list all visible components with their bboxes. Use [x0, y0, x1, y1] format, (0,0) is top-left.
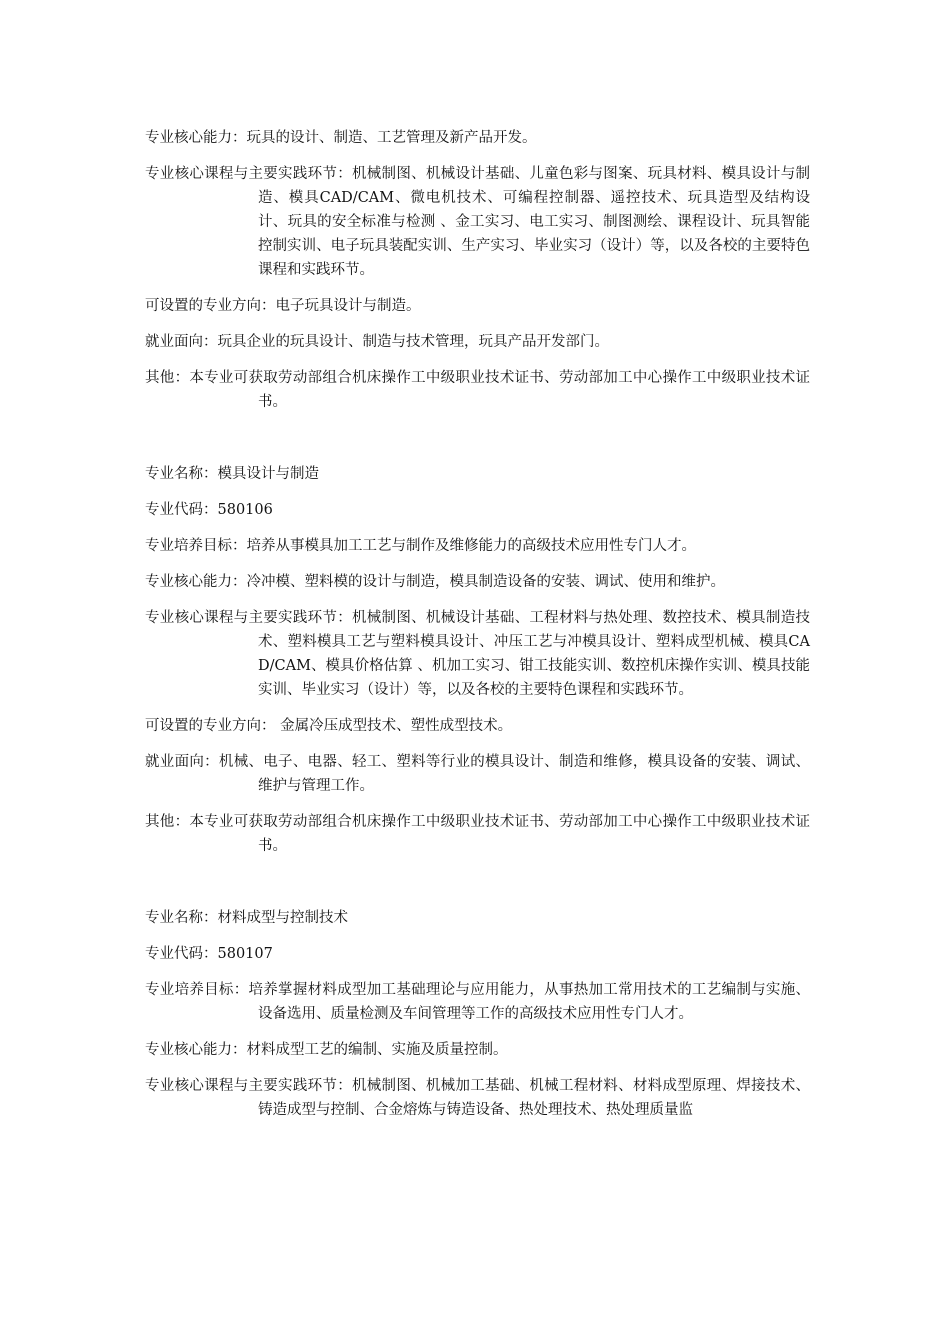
section-gap [145, 870, 810, 906]
major-code: 专业代码：580106 [145, 502, 273, 518]
training-goal: 专业培养目标：培养掌握材料成型加工基础理论与应用能力，从事热加工常用技术的工艺编制与实施、设备选用、质量检测及车间管理等工作的高级技术应用性专门人才。 [145, 982, 810, 1022]
core-ability: 专业核心能力：玩具的设计、制造、工艺管理及新产品开发。 [145, 130, 537, 146]
section-gap [145, 426, 810, 462]
core-courses: 专业核心课程与主要实践环节：机械制图、机械设计基础、儿童色彩与图案、玩具材料、模具设计与制造、模具CAD/CAM、微电机技术、可编程控制器、遥控技术、玩具造型及结构设计、玩具的安全标准与检测 、金工实习、电工实习、制图测绘、课程设计、玩具智能控制实训、电子玩具装配实训、生产实习、毕业实习（设计）等，以及各校的主要特色课程和实践环节。 [145, 166, 810, 278]
specialization: 可设置的专业方向：电子玩具设计与制造。 [145, 298, 421, 314]
core-courses: 专业核心课程与主要实践环节：机械制图、机械加工基础、机械工程材料、材料成型原理、焊接技术、铸造成型与控制、合金熔炼与铸造设备、热处理技术、热处理质量监 [145, 1078, 810, 1118]
major-code: 专业代码：580107 [145, 946, 273, 962]
document-body [145, 126, 810, 1134]
core-ability: 专业核心能力：冷冲模、塑料模的设计与制造，模具制造设备的安装、调试、使用和维护。 [145, 574, 725, 590]
section-toy-design [145, 126, 810, 414]
major-name: 专业名称：材料成型与控制技术 [145, 910, 348, 926]
section-mold-design [145, 462, 810, 858]
other-certificates: 其他：本专业可获取劳动部组合机床操作工中级职业技术证书、劳动部加工中心操作工中级职业技术证书。 [145, 370, 810, 410]
employment: 就业面向：玩具企业的玩具设计、制造与技术管理，玩具产品开发部门。 [145, 334, 609, 350]
training-goal: 专业培养目标：培养从事模具加工工艺与制作及维修能力的高级技术应用性专门人才。 [145, 538, 696, 554]
core-ability: 专业核心能力：材料成型工艺的编制、实施及质量控制。 [145, 1042, 508, 1058]
other-certificates: 其他：本专业可获取劳动部组合机床操作工中级职业技术证书、劳动部加工中心操作工中级职业技术证书。 [145, 814, 810, 854]
employment: 就业面向：机械、电子、电器、轻工、塑料等行业的模具设计、制造和维修，模具设备的安装、调试、维护与管理工作。 [145, 754, 810, 794]
section-material-forming [145, 906, 810, 1122]
major-name: 专业名称：模具设计与制造 [145, 466, 319, 482]
core-courses: 专业核心课程与主要实践环节：机械制图、机械设计基础、工程材料与热处理、数控技术、模具制造技术、塑料模具工艺与塑料模具设计、冲压工艺与冲模具设计、塑料成型机械、模具CAD/CAM、模具价格估算 、机加工实习、钳工技能实训、数控机床操作实训、模具技能实训、毕业实习（设计）等，以及各校的主要特色课程和实践环节。 [145, 610, 810, 698]
specialization: 可设置的专业方向： 金属冷压成型技术、塑性成型技术。 [145, 718, 513, 734]
